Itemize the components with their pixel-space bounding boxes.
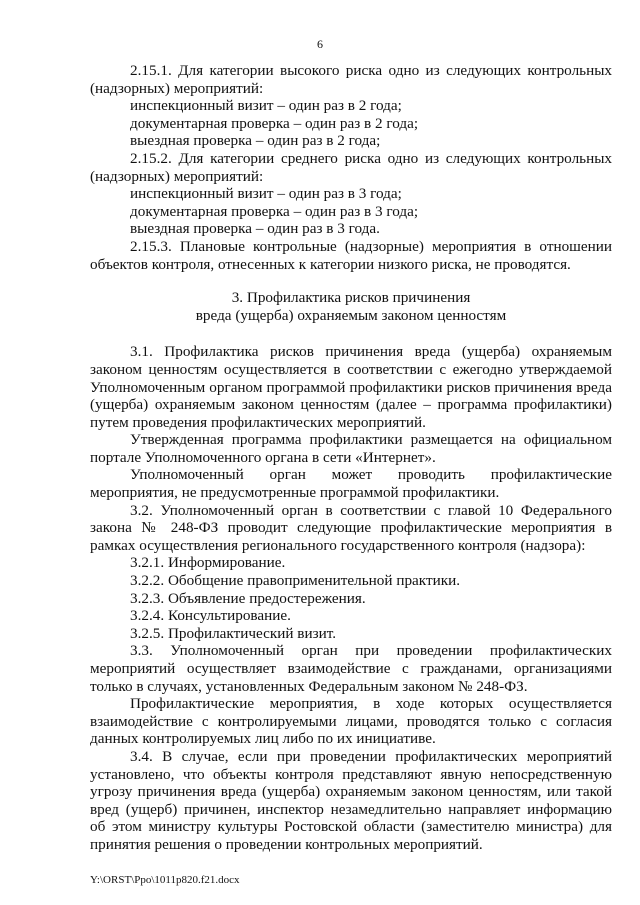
paragraph-3-4: 3.4. В случае, если при проведении профилактических мероприятий установлено, что объекты контроля представляют явную непосредственную угрозу причинения вреда (ущерба) охраняемым законом ценностям, или такой вред (ущерб) причинен, инспектор незамедлительно направляет информацию об этом министру культуры Ростовской области (заместителю министра) для принятия решения о проведении контрольных мероприятий. bbox=[90, 747, 612, 853]
list-item: документарная проверка – один раз в 3 года; bbox=[130, 202, 419, 220]
list-item: выездная проверка – один раз в 2 года; bbox=[130, 132, 381, 150]
list-item: инспекционный визит – один раз в 3 года; bbox=[130, 185, 402, 203]
paragraph-3-1: 3.1. Профилактика рисков причинения вреда (ущерба) охраняемым законом ценностям осуществляется в соответствии с ежегодно утверждаемой Уполномоченным органом программой профилактики рисков причинения вреда (ущерба) охраняемым законом ценностям (далее – программа профилактики) путем проведения профилактических мероприятий. bbox=[90, 343, 612, 431]
file-path-footer: Y:\ORST\Ppo\1011p820.f21.docx bbox=[90, 874, 240, 886]
list-item: инспекционный визит – один раз в 2 года; bbox=[130, 97, 402, 115]
list-item: выездная проверка – один раз в 3 года. bbox=[130, 220, 380, 238]
list-item: 3.2.4. Консультирование. bbox=[130, 607, 291, 625]
list-item: 3.2.5. Профилактический визит. bbox=[130, 624, 337, 642]
section-heading-line-2: вреда (ущерба) охраняемым законом ценностям bbox=[195, 306, 507, 324]
paragraph-consent: Профилактические мероприятия, в ходе которых осуществляется взаимодействие с контролируемыми лицами, проводятся только с согласия данных контролируемых лиц либо по их инициативе. bbox=[90, 695, 612, 748]
list-item: 3.2.2. Обобщение правоприменительной практики. bbox=[130, 572, 461, 590]
paragraph-3-3: 3.3. Уполномоченный орган при проведении профилактических мероприятий осуществляет взаимодействие с гражданами, организациями только в случаях, установленных Федеральным законом № 248-ФЗ. bbox=[90, 642, 612, 695]
paragraph-2-15-2: 2.15.2. Для категории среднего риска одно из следующих контрольных (надзорных) мероприятий: bbox=[90, 149, 612, 185]
paragraph-2-15-1: 2.15.1. Для категории высокого риска одно из следующих контрольных (надзорных) мероприятий: bbox=[90, 62, 612, 97]
paragraph-program-published: Утвержденная программа профилактики размещается на официальном портале Уполномоченного органа в сети «Интернет». bbox=[90, 431, 612, 466]
paragraph-2-15-3: 2.15.3. Плановые контрольные (надзорные) мероприятия в отношении объектов контроля, отнесенных к категории низкого риска, не проводятся. bbox=[90, 237, 612, 273]
page-number: 6 bbox=[317, 37, 323, 51]
list-item: 3.2.1. Информирование. bbox=[130, 554, 286, 572]
paragraph-3-2: 3.2. Уполномоченный орган в соответствии с главой 10 Федерального закона № 248-ФЗ проводит следующие профилактические мероприятия в рамках осуществления регионального государственного контроля (надзора): bbox=[90, 501, 612, 554]
list-item: 3.2.3. Объявление предостережения. bbox=[130, 589, 366, 607]
list-item: документарная проверка – один раз в 2 года; bbox=[130, 114, 419, 132]
section-heading-line-1: 3. Профилактика рисков причинения bbox=[231, 289, 471, 307]
paragraph-unplanned-measures: Уполномоченный орган может проводить профилактические мероприятия, не предусмотренные программой профилактики. bbox=[90, 466, 612, 502]
document-body bbox=[90, 62, 612, 854]
